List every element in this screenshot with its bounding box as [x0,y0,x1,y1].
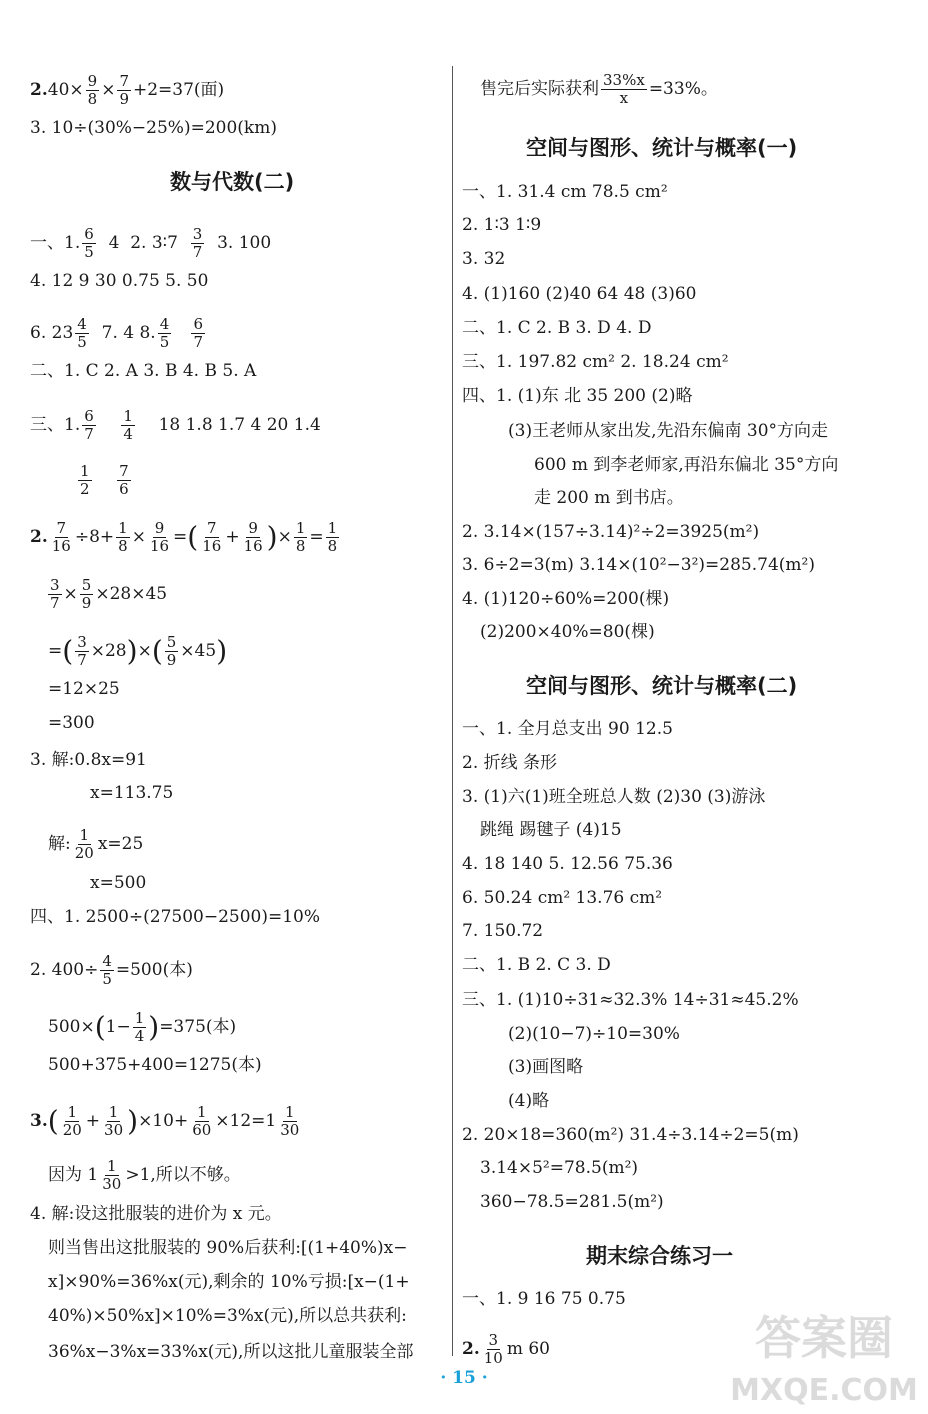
answer-line: 二、1. B 2. C 3. D [462,955,611,975]
answer-line: 2.40× $\frac{9}{8}$ × $\frac{7}{9}$ +2=37(面) [30,72,225,108]
answer-line: x=113.75 [90,783,174,803]
answer-line: 走 200 m 到书店。 [534,488,684,508]
answer-line: 因为 1 $\frac{1}{30}$ >1,所以不够。 [48,1157,241,1193]
watermark-bottom-text: MXQE.COM [730,1373,918,1408]
watermark-top-text: 答案圈 [755,1311,893,1365]
answer-line: 2. 3.14×(157÷3.14)²÷2=3925(m²) [462,522,760,542]
answer-line: 6. 50.24 cm² 13.76 cm² [462,888,663,908]
answer-line: 4. (1)160 (2)40 64 48 (3)60 [462,284,697,304]
watermark-logo [726,1302,922,1412]
answer-line: 3.14×5²=78.5(m²) [480,1158,639,1178]
answer-line: 四、1. (1)东 北 35 200 (2)略 [462,386,693,406]
answer-line: (2)(10−7)÷10=30% [508,1024,680,1044]
answer-line: 3. 32 [462,249,506,269]
answer-line: 则当售出这批服装的 90%后获利:[(1+40%)x− [48,1238,408,1258]
answer-line: (2)200×40%=80(棵) [480,622,655,642]
answer-line: 2. $\frac{3}{10}$ m 60 [462,1331,550,1367]
answer-line: 3. 10÷(30%−25%)=200(km) [30,118,277,138]
answer-line: 4. 18 140 5. 12.56 75.36 [462,854,673,874]
answer-line: 2. 400÷ $\frac{4}{5}$ =500(本) [30,952,193,988]
page-number: · 15 · [440,1368,488,1388]
answer-line: 2. 20×18=360(m²) 31.4÷3.14÷2=5(m) [462,1125,799,1145]
answer-line: 3. 6÷2=3(m) 3.14×(10²−3²)=285.74(m²) [462,555,815,575]
answer-line: 500×(1− $\frac{1}{4}$ )=375(本) [48,1009,237,1045]
answer-line: =( $\frac{3}{7}$ ×28)×( $\frac{5}{9}$ ×45) [48,633,228,669]
answer-line: 36%x−3%x=33%x(元),所以这批儿童服装全部 [48,1342,414,1362]
answer-line: 一、1. 31.4 cm 78.5 cm² [462,182,668,202]
answer-line: 一、1. 全月总支出 90 12.5 [462,719,673,739]
answer-line: 4. (1)120÷60%=200(棵) [462,589,670,609]
section-title: 数与代数(二) [170,170,295,194]
answer-line: (4)略 [508,1091,550,1111]
answer-line: 一、1. 9 16 75 0.75 [462,1289,626,1309]
answer-line: =12×25 [48,679,120,699]
answer-line: =300 [48,713,95,733]
answer-line: 三、1. (1)10÷31≈32.3% 14÷31≈45.2% [462,990,799,1010]
answer-line: $\frac{1}{2}$ $\frac{7}{6}$ [80,462,129,498]
answer-line: x]×90%=36%x(元),剩余的 10%亏损:[x−(1+ [48,1272,410,1292]
answer-line: 2. 1∶3 1∶9 [462,215,542,235]
column-divider [452,66,453,1356]
answer-line: 2. 折线 条形 [462,753,558,773]
answer-line: x=500 [90,873,147,893]
section-title: 空间与图形、统计与概率(二) [526,674,798,698]
answer-line: 3. (1)六(1)班全班总人数 (2)30 (3)游泳 [462,787,766,807]
answer-line: 跳绳 踢毽子 (4)15 [480,820,622,840]
answer-line: 360−78.5=281.5(m²) [480,1192,664,1212]
answer-line: $\frac{3}{7}$ × $\frac{5}{9}$ ×28×45 [50,576,168,612]
answer-line: 解: $\frac{1}{20}$ x=25 [48,826,144,862]
answer-line: 一、1. $\frac{6}{5}$ 4 2. 3∶7 $\frac{3}{7}$ 3. 100 [30,225,272,261]
answer-line: 二、1. C 2. B 3. D 4. D [462,318,652,338]
answer-line: 售完后实际获利 $\frac{33\%x}{x}$ =33%。 [480,71,718,107]
answer-line: 600 m 到李老师家,再沿东偏北 35°方向 [534,455,839,475]
answer-line: 3.( $\frac{1}{20}$ + $\frac{1}{30}$ )×10+ $\frac{1}{60}$ ×12=1 $\frac{1}{30}$ [30,1103,300,1139]
answer-line: 2. $\frac{7}{16}$ ÷8+ $\frac{1}{8}$ × $\frac{9}{16}$ =( $\frac{7}{16}$ + $\frac{9}{16}$ )× $\frac{1}{8}$ = $\frac{1}{8}$ [30,519,338,555]
answer-line: 6. 23 $\frac{4}{5}$ 7. 4 8. $\frac{4}{5}$ $\frac{6}{7}$ [30,315,204,351]
answer-line: 4. 解:设这批服装的进价为 x 元。 [30,1204,282,1224]
answer-line: 四、1. 2500÷(27500−2500)=10% [30,907,321,927]
answer-line: 三、1. $\frac{6}{7}$ $\frac{1}{4}$ 18 1.8 1.7 4 20 1.4 [30,407,321,443]
answer-line: 二、1. C 2. A 3. B 4. B 5. A [30,361,257,381]
answer-line: 三、1. 197.82 cm² 2. 18.24 cm² [462,352,729,372]
answer-line: (3)画图略 [508,1057,584,1077]
answer-line: 40%)×50%x]×10%=3%x(元),所以总共获利: [48,1306,407,1326]
answer-line: 4. 12 9 30 0.75 5. 50 [30,271,209,291]
answer-line: 3. 解:0.8x=91 [30,750,147,770]
answer-line: 500+375+400=1275(本) [48,1055,262,1075]
answer-line: (3)王老师从家出发,先沿东偏南 30°方向走 [508,421,829,441]
section-title: 期末综合练习一 [586,1244,733,1268]
answer-line: 7. 150.72 [462,921,544,941]
section-title: 空间与图形、统计与概率(一) [526,136,798,160]
